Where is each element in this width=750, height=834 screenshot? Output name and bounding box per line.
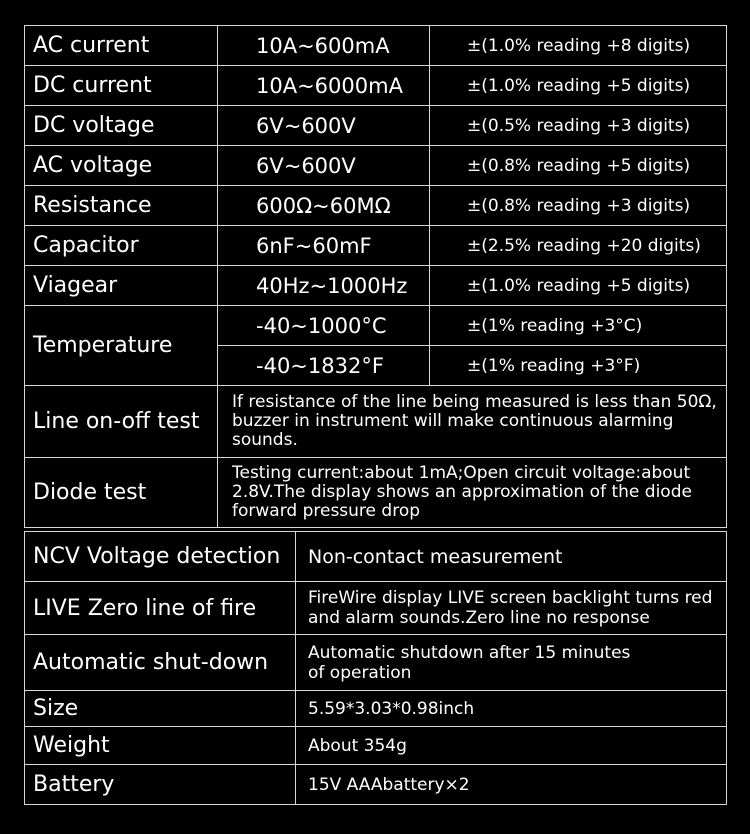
temperature-fahrenheit-accuracy: ±(1% reading +3°F) xyxy=(430,346,727,386)
row-label: DC current xyxy=(25,66,218,106)
spec-row-ac-current xyxy=(25,26,727,66)
row-accuracy: ±(0.5% reading +3 digits) xyxy=(430,106,727,146)
shutdown-label: Automatic shut-down xyxy=(25,635,296,691)
row-accuracy: ±(0.8% reading +5 digits) xyxy=(430,146,727,186)
feature-row-weight xyxy=(25,727,727,765)
temperature-label: Temperature xyxy=(25,306,218,386)
row-accuracy: ±(1.0% reading +8 digits) xyxy=(430,26,727,66)
row-accuracy: ±(0.8% reading +3 digits) xyxy=(430,186,727,226)
spec-row-dc-current xyxy=(25,66,727,106)
feature-row-size xyxy=(25,691,727,727)
diode-test-label: Diode test xyxy=(25,458,218,528)
line-test-label: Line on-off test xyxy=(25,386,218,458)
row-label: DC voltage xyxy=(25,106,218,146)
feature-row-ncv xyxy=(25,532,727,582)
spec-row-diode-test xyxy=(25,458,727,528)
temperature-celsius-range: -40~1000°C xyxy=(218,306,430,346)
row-accuracy: ±(1.0% reading +5 digits) xyxy=(430,266,727,306)
row-label: AC voltage xyxy=(25,146,218,186)
spec-row-frequency xyxy=(25,266,727,306)
weight-label: Weight xyxy=(25,727,296,765)
row-range: 6V~600V xyxy=(218,146,430,186)
feature-row-shutdown xyxy=(25,635,727,691)
spec-row-temperature-c xyxy=(25,306,727,346)
spec-row-capacitor xyxy=(25,226,727,266)
row-label: Resistance xyxy=(25,186,218,226)
battery-value: 15V AAAbattery×2 xyxy=(296,765,727,805)
row-range: 600Ω~60MΩ xyxy=(218,186,430,226)
live-value: FireWire display LIVE screen backlight turns red and alarm sounds.Zero line no response xyxy=(296,582,727,635)
line-test-description: If resistance of the line being measured is less than 50Ω, buzzer in instrument will make continuous alarming sounds. xyxy=(218,386,727,458)
battery-label: Battery xyxy=(25,765,296,805)
size-label: Size xyxy=(25,691,296,727)
weight-value: About 354g xyxy=(296,727,727,765)
temperature-celsius-accuracy: ±(1% reading +3°C) xyxy=(430,306,727,346)
feature-row-live xyxy=(25,582,727,635)
size-value: 5.59*3.03*0.98inch xyxy=(296,691,727,727)
shutdown-value: Automatic shutdown after 15 minutes of operation xyxy=(296,635,727,691)
row-label: AC current xyxy=(25,26,218,66)
spec-row-resistance xyxy=(25,186,727,226)
row-range: 10A~6000mA xyxy=(218,66,430,106)
ncv-value: Non-contact measurement xyxy=(296,532,727,582)
feature-row-battery xyxy=(25,765,727,805)
row-accuracy: ±(2.5% reading +20 digits) xyxy=(430,226,727,266)
row-label: Capacitor xyxy=(25,226,218,266)
row-range: 10A~600mA xyxy=(218,26,430,66)
row-range: 6nF~60mF xyxy=(218,226,430,266)
ncv-label: NCV Voltage detection xyxy=(25,532,296,582)
spec-row-line-test xyxy=(25,386,727,458)
diode-test-description: Testing current:about 1mA;Open circuit voltage:about 2.8V.The display shows an approximation of the diode forward pressure drop xyxy=(218,458,727,528)
row-range: 40Hz~1000Hz xyxy=(218,266,430,306)
spec-row-dc-voltage xyxy=(25,106,727,146)
row-accuracy: ±(1.0% reading +5 digits) xyxy=(430,66,727,106)
features-table xyxy=(24,531,727,805)
row-label: Viagear xyxy=(25,266,218,306)
temperature-fahrenheit-range: -40~1832°F xyxy=(218,346,430,386)
spec-table xyxy=(24,25,727,528)
live-label: LIVE Zero line of fire xyxy=(25,582,296,635)
row-range: 6V~600V xyxy=(218,106,430,146)
spec-row-ac-voltage xyxy=(25,146,727,186)
